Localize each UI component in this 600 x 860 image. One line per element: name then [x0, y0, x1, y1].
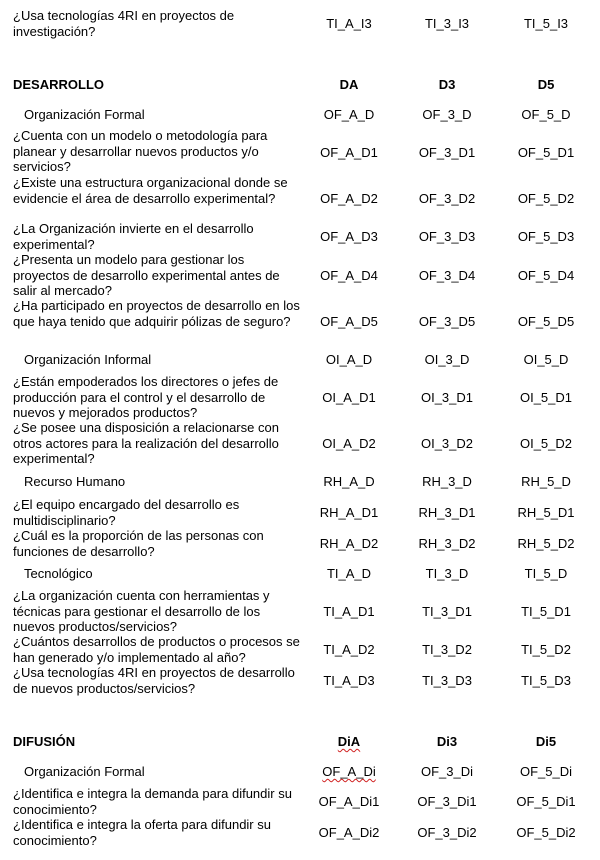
code-cell: OF_A_D1	[320, 145, 378, 160]
question-text: ¿La organización cuenta con herramientas y técnicas para gestionar el desarrollo de los nuevos productos/servicios?	[13, 588, 270, 634]
table-row	[0, 528, 600, 560]
code-cell: TI_3_D2	[422, 642, 472, 657]
code-cell: TI_5_D3	[521, 673, 571, 688]
column-header: Di3	[436, 734, 458, 749]
code-cell: TI_A_D2	[323, 642, 375, 657]
table-row	[0, 420, 600, 467]
code-cell: RH_A_D	[323, 474, 375, 489]
code-cell: RH_5_D2	[517, 536, 575, 551]
code-cell: OF_3_D	[422, 107, 472, 122]
code-cell: OI_3_D2	[420, 436, 474, 451]
subsection-row	[0, 474, 600, 490]
code-cell: OF_3_Di	[420, 764, 474, 779]
column-header: Di5	[535, 734, 557, 749]
code-cell: RH_3_D	[422, 474, 472, 489]
code-cell: OF_5_D2	[517, 191, 575, 206]
code-cell: TI_A_D1	[323, 604, 375, 619]
code-cell: OF_5_Di	[519, 764, 573, 779]
question-text: ¿Identifica e integra la demanda para difundir su conocimiento?	[13, 786, 292, 817]
code-cell: OF_5_D4	[517, 268, 575, 283]
subsection-row	[0, 764, 600, 780]
code-cell: OF_5_D1	[517, 145, 575, 160]
code-cell: OF_A_Di1	[318, 794, 380, 809]
code-cell: OF_A_D	[323, 107, 375, 122]
code-cell: OI_A_D2	[322, 436, 376, 451]
table-row	[0, 298, 600, 345]
column-header: D5	[537, 77, 555, 92]
code-cell: TI_5_D2	[521, 642, 571, 657]
code-cell: TI_3_I3	[424, 16, 470, 31]
question-text: ¿La Organización invierte en el desarrollo experimental?	[13, 221, 254, 252]
table-row	[0, 817, 600, 849]
code-cell: TI_3_D1	[422, 604, 472, 619]
subsection-label: Recurso Humano	[24, 474, 126, 489]
code-cell: TI_5_D1	[521, 604, 571, 619]
question-text: ¿Están empoderados los directores o jefes de producción para el control y el desarrollo de nuevos y mejorados productos?	[13, 374, 279, 420]
section-title: DIFUSIÓN	[13, 734, 76, 749]
code-cell: OI_5_D1	[519, 390, 573, 405]
table-row	[0, 786, 600, 818]
subsection-label: Organización Formal	[24, 107, 145, 122]
code-cell: RH_5_D	[521, 474, 571, 489]
code-cell: TI_5_I3	[523, 16, 569, 31]
code-cell: OI_5_D2	[519, 436, 573, 451]
code-cell: OF_A_D3	[320, 229, 378, 244]
code-cell: OF_3_D1	[418, 145, 476, 160]
table-row	[0, 497, 600, 529]
code-cell: OF_5_Di1	[516, 794, 576, 809]
code-cell: TI_5_D	[524, 566, 568, 581]
code-cell: OF_5_D	[521, 107, 571, 122]
section-title: DESARROLLO	[13, 77, 104, 92]
spellcheck-flagged-text: OF_A_Di	[322, 764, 376, 779]
question-text: ¿Ha participado en proyectos de desarrollo en los que haya tenido que adquirir pólizas de seguro?	[13, 298, 300, 329]
subsection-label: Tecnológico	[24, 566, 93, 581]
table-row	[0, 221, 600, 253]
question-text: ¿Cuántos desarrollos de productos o procesos se han generado y/o implementado al año?	[13, 634, 300, 665]
question-text: ¿Usa tecnologías 4RI en proyectos de investigación?	[13, 8, 235, 39]
code-cell: OI_3_D	[424, 352, 470, 367]
code-cell: RH_A_D1	[319, 505, 379, 520]
code-cell: RH_3_D2	[418, 536, 476, 551]
code-cell: OF_A_D5	[320, 314, 378, 329]
question-text: ¿Identifica e integra la oferta para difundir su conocimiento?	[13, 817, 271, 848]
code-cell: OF_3_D4	[418, 268, 476, 283]
code-cell: TI_A_D3	[323, 673, 375, 688]
subsection-label: Organización Formal	[24, 764, 145, 779]
question-text: ¿El equipo encargado del desarrollo es multidisciplinario?	[13, 497, 240, 528]
code-cell: OF_5_D3	[517, 229, 575, 244]
code-cell: OF_5_Di2	[516, 825, 576, 840]
section-header-desarrollo	[0, 77, 600, 93]
table-row	[0, 665, 600, 697]
code-cell: OF_3_D5	[418, 314, 476, 329]
table-row	[0, 588, 600, 635]
subsection-row	[0, 107, 600, 123]
code-cell: OF_3_Di2	[417, 825, 477, 840]
code-cell: OF_3_D3	[418, 229, 476, 244]
question-text: ¿Cuál es la proporción de las personas con funciones de desarrollo?	[13, 528, 264, 559]
question-text: ¿Se posee una disposición a relacionarse con otros actores para la realización del desarrollo experimental?	[13, 420, 279, 466]
column-header: DA	[339, 77, 359, 92]
section-header-difusion	[0, 734, 600, 750]
code-cell: RH_A_D2	[319, 536, 379, 551]
code-cell: OI_A_D	[325, 352, 373, 367]
table-row	[0, 252, 600, 299]
code-cell: TI_A_I3	[326, 16, 372, 31]
question-text: ¿Cuenta con un modelo o metodología para planear y desarrollar nuevos productos y/o servicios?	[13, 128, 268, 174]
column-header: D3	[438, 77, 456, 92]
question-text: ¿Usa tecnologías 4RI en proyectos de desarrollo de nuevos productos/servicios?	[13, 665, 295, 696]
table-row	[0, 128, 600, 175]
subsection-label: Organización Informal	[24, 352, 152, 367]
code-cell: TI_3_D3	[422, 673, 472, 688]
code-cell: OF_3_Di1	[417, 794, 477, 809]
table-row	[0, 634, 600, 666]
code-cell: OF_5_D5	[517, 314, 575, 329]
code-cell: OF_A_D4	[320, 268, 378, 283]
table-row	[0, 8, 600, 40]
code-cell: RH_3_D1	[418, 505, 476, 520]
subsection-row	[0, 566, 600, 582]
subsection-row	[0, 352, 600, 368]
code-cell: RH_5_D1	[517, 505, 575, 520]
table-row	[0, 175, 600, 222]
code-cell: OF_A_Di2	[318, 825, 380, 840]
code-cell: OI_3_D1	[420, 390, 474, 405]
code-cell: TI_3_D	[425, 566, 469, 581]
question-text: ¿Presenta un modelo para gestionar los proyectos de desarrollo experimental antes de salir al mercado?	[13, 252, 280, 298]
code-cell: TI_A_D	[326, 566, 372, 581]
question-text: ¿Existe una estructura organizacional donde se evidencie el área de desarrollo experimental?	[13, 175, 288, 206]
spellcheck-flagged-text: DiA	[337, 734, 361, 749]
code-cell: OF_3_D2	[418, 191, 476, 206]
code-cell: OF_A_D2	[320, 191, 378, 206]
code-cell: OI_5_D	[523, 352, 569, 367]
table-row	[0, 374, 600, 421]
code-cell: OI_A_D1	[322, 390, 376, 405]
